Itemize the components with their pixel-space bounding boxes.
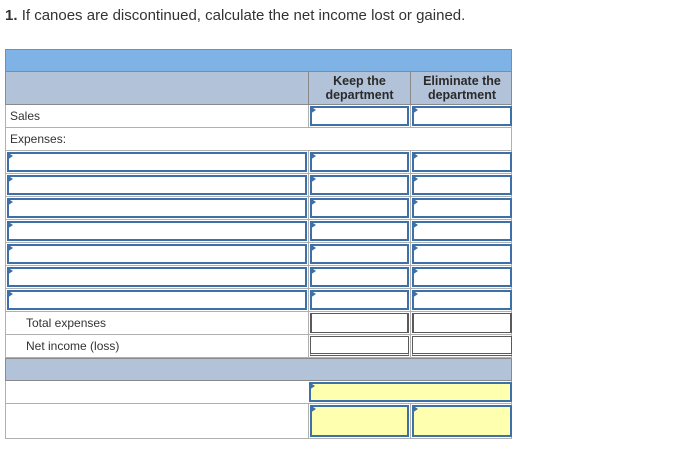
row-net-income: [5, 335, 512, 358]
row-label-total-expenses: Total expenses: [26, 316, 107, 330]
answer-label-cell: [6, 404, 308, 438]
table-column-headers: [5, 72, 512, 105]
expense-label-input[interactable]: [7, 175, 307, 195]
flag-icon: [412, 244, 418, 252]
expense-eliminate-input[interactable]: [412, 267, 512, 287]
flag-icon: [309, 382, 315, 390]
flag-icon: [310, 405, 316, 413]
expense-label-input[interactable]: [7, 290, 307, 310]
flag-icon: [412, 175, 418, 183]
expense-label-input[interactable]: [7, 244, 307, 264]
flag-icon: [7, 244, 13, 252]
table-header-band: [5, 49, 512, 72]
flag-icon: [310, 198, 316, 206]
answer-label-cell: [6, 381, 308, 403]
sales-eliminate-input[interactable]: [412, 106, 512, 126]
expense-keep-input[interactable]: [310, 244, 409, 264]
expense-row: [5, 197, 512, 220]
header-label-cell: [6, 72, 308, 104]
question-body: If canoes are discontinued, calculate the net income lost or gained.: [21, 7, 466, 24]
expense-keep-input[interactable]: [310, 152, 409, 172]
column-header-keep: Keep the department: [308, 72, 410, 104]
expense-keep-input[interactable]: [310, 198, 409, 218]
flag-icon: [412, 152, 418, 160]
expense-label-input[interactable]: [7, 198, 307, 218]
total-expenses-eliminate-value: [412, 313, 512, 333]
expense-label-input[interactable]: [7, 221, 307, 241]
section-divider-band: [5, 358, 512, 381]
expense-row: [5, 243, 512, 266]
question-number: 1.: [5, 7, 18, 24]
row-label-expenses: Expenses:: [10, 132, 67, 146]
row-total-expenses: [5, 312, 512, 335]
sales-keep-input[interactable]: [310, 106, 409, 126]
expense-eliminate-input[interactable]: [412, 221, 512, 241]
row-label-net-income: Net income (loss): [26, 339, 120, 353]
row-label-sales: Sales: [10, 109, 41, 123]
expense-row: [5, 151, 512, 174]
net-income-keep-value: [310, 336, 409, 356]
flag-icon: [310, 290, 316, 298]
expense-keep-input[interactable]: [310, 221, 409, 241]
net-income-eliminate-value: [412, 336, 512, 356]
row-answer-1: [5, 381, 512, 404]
expense-eliminate-input[interactable]: [412, 175, 512, 195]
flag-icon: [7, 175, 13, 183]
flag-icon: [310, 152, 316, 160]
expense-row: [5, 174, 512, 197]
answer-eliminate-input[interactable]: [412, 405, 512, 437]
row-answer-2: [5, 404, 512, 439]
row-sales: [5, 105, 512, 128]
expense-keep-input[interactable]: [310, 267, 409, 287]
expense-label-input[interactable]: [7, 267, 307, 287]
total-expenses-keep-value: [310, 313, 409, 333]
expense-eliminate-input[interactable]: [412, 290, 512, 310]
expense-keep-input[interactable]: [310, 175, 409, 195]
flag-icon: [412, 405, 418, 413]
question-text: [5, 7, 465, 24]
flag-icon: [412, 198, 418, 206]
flag-icon: [310, 244, 316, 252]
expense-row: [5, 289, 512, 312]
row-expenses-heading: [5, 128, 512, 151]
expense-eliminate-input[interactable]: [412, 152, 512, 172]
flag-icon: [412, 221, 418, 229]
expense-eliminate-input[interactable]: [412, 198, 512, 218]
expense-label-input[interactable]: [7, 152, 307, 172]
flag-icon: [412, 267, 418, 275]
flag-icon: [412, 290, 418, 298]
flag-icon: [310, 106, 316, 114]
flag-icon: [7, 221, 13, 229]
flag-icon: [310, 221, 316, 229]
expense-keep-input[interactable]: [310, 290, 409, 310]
expense-row: [5, 266, 512, 289]
expense-eliminate-input[interactable]: [412, 244, 512, 264]
flag-icon: [7, 267, 13, 275]
flag-icon: [7, 198, 13, 206]
answer-keep-input[interactable]: [310, 405, 409, 437]
flag-icon: [412, 106, 418, 114]
net-income-difference-input[interactable]: [309, 382, 512, 402]
flag-icon: [310, 267, 316, 275]
expense-row: [5, 220, 512, 243]
flag-icon: [7, 152, 13, 160]
flag-icon: [310, 175, 316, 183]
column-header-eliminate: Eliminate the department: [410, 72, 513, 104]
flag-icon: [7, 290, 13, 298]
